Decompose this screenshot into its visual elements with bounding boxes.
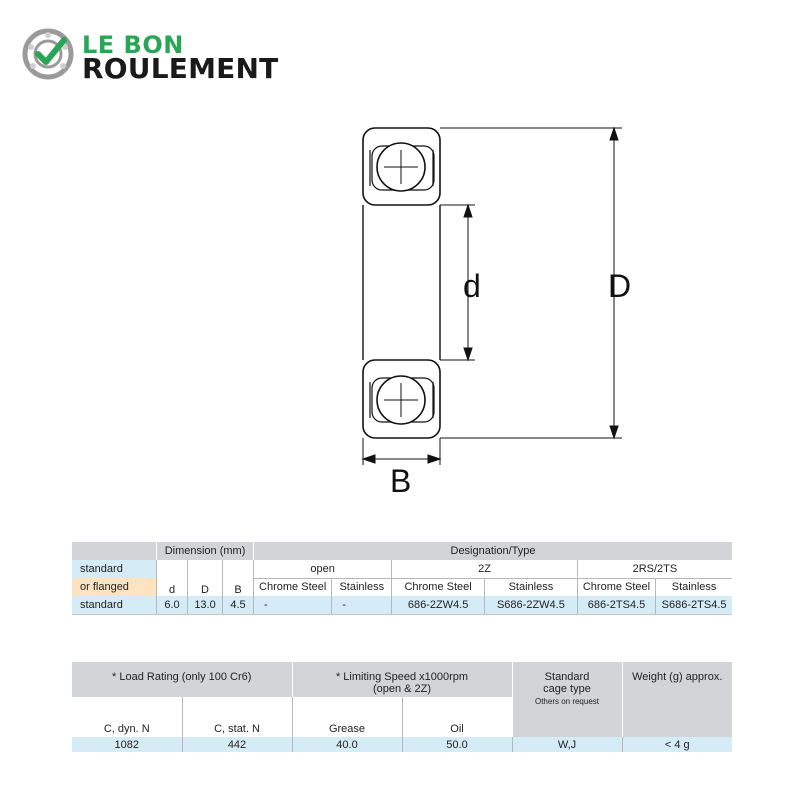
designation-2z-stainless: S686-2ZW4.5 <box>485 596 578 614</box>
dim-col-d: d <box>157 560 188 596</box>
label-B: B <box>390 463 412 499</box>
row-label-standard: standard <box>72 560 157 578</box>
value-grease: 40.0 <box>292 737 402 752</box>
weight-header: Weight (g) approx. <box>622 662 732 737</box>
cage-type-note: Others on request <box>534 697 600 706</box>
ratings-table <box>72 662 732 752</box>
limiting-speed-line-1: * Limiting Speed x1000rpm <box>335 671 469 683</box>
sub-header-grease: Grease <box>292 697 402 737</box>
material-header: Chrome Steel <box>392 578 485 596</box>
dimensions-table <box>72 542 732 615</box>
value-oil: 50.0 <box>402 737 512 752</box>
bearing-top-section <box>363 128 440 205</box>
label-D: D <box>608 268 632 304</box>
designation-2z-chrome: 686-2ZW4.5 <box>392 596 485 614</box>
dim-value-d: 6.0 <box>157 596 188 614</box>
dim-col-B: B <box>223 560 254 596</box>
sub-header-c-dyn: C, dyn. N <box>72 697 182 737</box>
limiting-speed-line-2: (open & 2Z) <box>372 683 432 695</box>
limiting-speed-header <box>292 662 512 697</box>
group-2z: 2Z <box>392 560 578 578</box>
dimension-header: Dimension (mm) <box>157 542 254 560</box>
value-c-stat: 442 <box>182 737 292 752</box>
designation-2ts-stainless: S686-2TS4.5 <box>656 596 732 614</box>
load-rating-header: * Load Rating (only 100 Cr6) <box>72 662 292 697</box>
cage-type-line-1: Standard <box>544 671 590 683</box>
designation-header: Designation/Type <box>254 542 733 560</box>
value-c-dyn: 1082 <box>72 737 182 752</box>
dimension-B <box>363 438 440 465</box>
row-label-standard-values: standard <box>72 596 157 614</box>
material-header: Chrome Steel <box>577 578 655 596</box>
dim-col-D: D <box>188 560 223 596</box>
dim-value-B: 4.5 <box>223 596 254 614</box>
row-label-flanged: or flanged <box>72 578 157 596</box>
cage-type-header <box>512 662 622 737</box>
sub-header-oil: Oil <box>402 697 512 737</box>
table-corner <box>72 542 157 560</box>
designation-2ts-chrome: 686-2TS4.5 <box>577 596 655 614</box>
value-cage-type: W,J <box>512 737 622 752</box>
brand-line-2: ROULEMENT <box>82 52 279 85</box>
dim-value-D: 13.0 <box>188 596 223 614</box>
sub-header-c-stat: C, stat. N <box>182 697 292 737</box>
label-d: d <box>463 268 481 304</box>
material-header: Stainless <box>332 578 392 596</box>
group-open: open <box>254 560 392 578</box>
group-2rs-2ts: 2RS/2TS <box>577 560 732 578</box>
designation-open-chrome: - <box>254 596 332 614</box>
brand-line-1: LE BON <box>82 31 184 59</box>
bearing-bottom-section <box>363 360 440 438</box>
cage-type-line-2: cage type <box>543 683 591 695</box>
material-header: Stainless <box>656 578 732 596</box>
material-header: Stainless <box>485 578 578 596</box>
designation-open-stainless: - <box>332 596 392 614</box>
material-header: Chrome Steel <box>254 578 332 596</box>
value-weight: < 4 g <box>622 737 732 752</box>
